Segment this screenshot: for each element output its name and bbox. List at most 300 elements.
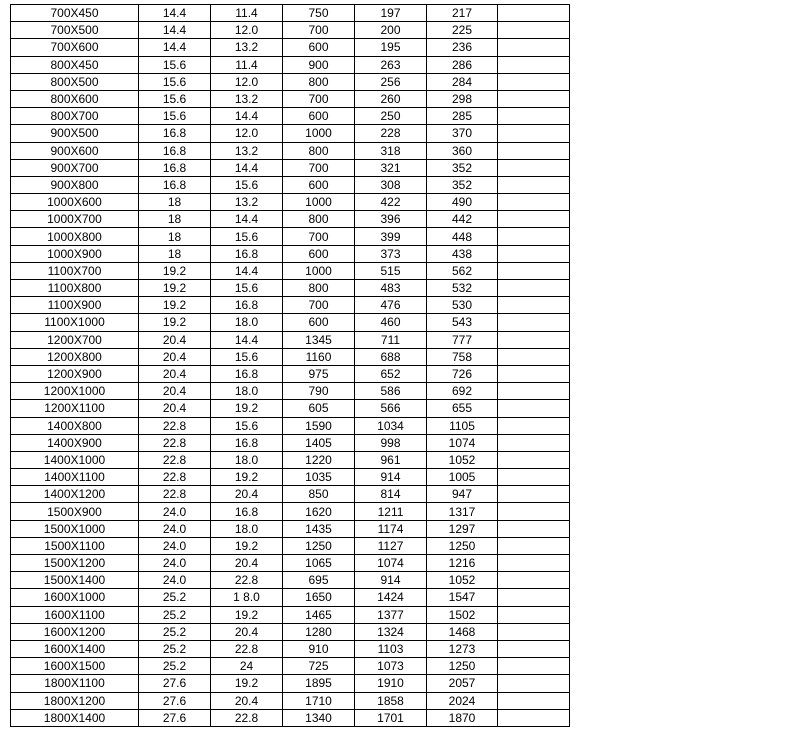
cell-col-4: 1035 [283,469,355,486]
cell-col-3: 20.4 [211,692,283,709]
cell-col-7 [498,451,570,468]
cell-col-5: 250 [355,108,427,125]
cell-col-3: 20.4 [211,486,283,503]
cell-col-6: 1273 [427,640,498,657]
cell-col-5: 914 [355,572,427,589]
table-row [11,56,570,73]
table-row [11,73,570,90]
cell-col-6: 490 [427,194,498,211]
cell-col-4: 1590 [283,417,355,434]
cell-col-6: 1052 [427,572,498,589]
cell-size: 1100X700 [11,262,139,279]
cell-col-5: 914 [355,469,427,486]
cell-col-7 [498,56,570,73]
cell-col-7 [498,692,570,709]
cell-col-4: 600 [283,245,355,262]
cell-col-3: 16.8 [211,365,283,382]
cell-col-6: 352 [427,176,498,193]
cell-col-2: 14.4 [139,22,211,39]
cell-col-4: 1620 [283,503,355,520]
cell-col-5: 1324 [355,623,427,640]
cell-col-7 [498,623,570,640]
cell-col-6: 543 [427,314,498,331]
cell-col-2: 19.2 [139,297,211,314]
cell-col-2: 25.2 [139,658,211,675]
cell-col-4: 700 [283,159,355,176]
cell-col-7 [498,108,570,125]
cell-col-3: 12.0 [211,73,283,90]
cell-col-2: 25.2 [139,589,211,606]
cell-col-2: 22.8 [139,434,211,451]
cell-col-3: 16.8 [211,503,283,520]
cell-col-6: 225 [427,22,498,39]
table-row [11,90,570,107]
cell-col-5: 1377 [355,606,427,623]
cell-col-5: 460 [355,314,427,331]
cell-col-2: 18 [139,194,211,211]
cell-col-5: 1701 [355,709,427,726]
cell-col-3: 12.0 [211,125,283,142]
cell-col-5: 515 [355,262,427,279]
cell-col-7 [498,503,570,520]
cell-col-3: 13.2 [211,39,283,56]
cell-col-6: 530 [427,297,498,314]
cell-size: 800X450 [11,56,139,73]
cell-col-3: 22.8 [211,640,283,657]
cell-size: 1200X700 [11,331,139,348]
cell-col-7 [498,383,570,400]
cell-col-4: 600 [283,176,355,193]
cell-col-4: 700 [283,90,355,107]
table-row [11,228,570,245]
cell-col-5: 195 [355,39,427,56]
cell-col-7 [498,675,570,692]
cell-col-3: 15.6 [211,176,283,193]
cell-col-4: 700 [283,228,355,245]
cell-size: 1200X1000 [11,383,139,400]
cell-col-5: 1211 [355,503,427,520]
cell-col-6: 298 [427,90,498,107]
cell-col-6: 442 [427,211,498,228]
cell-col-3: 19.2 [211,606,283,623]
cell-col-6: 1547 [427,589,498,606]
cell-col-2: 16.8 [139,159,211,176]
table-row [11,692,570,709]
cell-col-4: 605 [283,400,355,417]
cell-size: 1400X800 [11,417,139,434]
cell-col-5: 318 [355,142,427,159]
cell-col-7 [498,606,570,623]
cell-col-7 [498,417,570,434]
cell-col-2: 18 [139,245,211,262]
cell-size: 1000X800 [11,228,139,245]
cell-col-2: 20.4 [139,365,211,382]
cell-col-6: 947 [427,486,498,503]
table-row [11,537,570,554]
cell-col-2: 27.6 [139,709,211,726]
cell-col-7 [498,434,570,451]
cell-size: 1400X1200 [11,486,139,503]
cell-size: 800X700 [11,108,139,125]
cell-size: 1200X800 [11,348,139,365]
cell-col-5: 1074 [355,555,427,572]
cell-col-6: 726 [427,365,498,382]
cell-col-3: 15.6 [211,417,283,434]
cell-col-2: 22.8 [139,469,211,486]
cell-col-6: 370 [427,125,498,142]
cell-col-5: 321 [355,159,427,176]
cell-col-4: 975 [283,365,355,382]
cell-col-6: 532 [427,280,498,297]
cell-col-6: 217 [427,5,498,22]
cell-col-2: 16.8 [139,125,211,142]
cell-col-6: 1250 [427,658,498,675]
table-row [11,486,570,503]
cell-col-7 [498,262,570,279]
cell-size: 1600X1200 [11,623,139,640]
cell-col-6: 1216 [427,555,498,572]
cell-col-7 [498,537,570,554]
cell-col-2: 18 [139,228,211,245]
cell-size: 1500X1000 [11,520,139,537]
cell-col-3: 13.2 [211,194,283,211]
cell-size: 1600X1400 [11,640,139,657]
cell-col-5: 1073 [355,658,427,675]
cell-size: 900X600 [11,142,139,159]
cell-col-4: 800 [283,280,355,297]
table-row [11,280,570,297]
table-row [11,159,570,176]
spec-table-body [11,5,570,727]
cell-col-7 [498,640,570,657]
cell-col-7 [498,280,570,297]
cell-col-4: 600 [283,314,355,331]
cell-col-4: 1160 [283,348,355,365]
table-row [11,108,570,125]
cell-col-2: 25.2 [139,623,211,640]
cell-col-3: 15.6 [211,348,283,365]
table-row [11,572,570,589]
table-row [11,331,570,348]
cell-col-3: 20.4 [211,555,283,572]
cell-size: 1500X1100 [11,537,139,554]
cell-col-5: 476 [355,297,427,314]
cell-col-4: 1710 [283,692,355,709]
cell-size: 1500X1200 [11,555,139,572]
cell-col-5: 308 [355,176,427,193]
cell-col-6: 1502 [427,606,498,623]
cell-col-2: 20.4 [139,348,211,365]
cell-col-7 [498,90,570,107]
cell-col-6: 655 [427,400,498,417]
cell-col-3: 16.8 [211,245,283,262]
cell-col-6: 777 [427,331,498,348]
cell-col-3: 13.2 [211,90,283,107]
cell-size: 900X500 [11,125,139,142]
table-row [11,434,570,451]
cell-col-7 [498,486,570,503]
cell-col-7 [498,572,570,589]
cell-col-5: 566 [355,400,427,417]
cell-col-2: 14.4 [139,5,211,22]
cell-size: 1100X900 [11,297,139,314]
cell-col-4: 700 [283,22,355,39]
cell-col-5: 1858 [355,692,427,709]
cell-col-6: 285 [427,108,498,125]
cell-col-2: 24.0 [139,520,211,537]
cell-col-4: 1340 [283,709,355,726]
cell-col-7 [498,228,570,245]
table-row [11,451,570,468]
cell-col-5: 422 [355,194,427,211]
cell-col-5: 1424 [355,589,427,606]
cell-col-7 [498,555,570,572]
cell-col-4: 1465 [283,606,355,623]
cell-col-5: 998 [355,434,427,451]
cell-col-5: 1034 [355,417,427,434]
cell-col-3: 20.4 [211,623,283,640]
cell-col-5: 483 [355,280,427,297]
cell-col-4: 800 [283,211,355,228]
table-row [11,365,570,382]
cell-size: 1800X1200 [11,692,139,709]
cell-col-7 [498,142,570,159]
cell-col-4: 1405 [283,434,355,451]
cell-size: 700X500 [11,22,139,39]
table-row [11,176,570,193]
cell-col-5: 688 [355,348,427,365]
table-row [11,314,570,331]
cell-col-6: 692 [427,383,498,400]
cell-size: 800X600 [11,90,139,107]
cell-col-6: 1105 [427,417,498,434]
cell-col-3: 18.0 [211,451,283,468]
cell-col-2: 20.4 [139,400,211,417]
cell-col-2: 24.0 [139,555,211,572]
cell-size: 1800X1400 [11,709,139,726]
cell-col-4: 725 [283,658,355,675]
table-row [11,589,570,606]
cell-col-2: 24.0 [139,572,211,589]
cell-size: 1500X1400 [11,572,139,589]
cell-col-3: 18.0 [211,383,283,400]
cell-size: 1400X1100 [11,469,139,486]
cell-col-3: 19.2 [211,469,283,486]
cell-col-6: 1250 [427,537,498,554]
cell-col-4: 850 [283,486,355,503]
cell-col-5: 399 [355,228,427,245]
cell-col-3: 12.0 [211,22,283,39]
cell-col-4: 1895 [283,675,355,692]
cell-size: 1800X1100 [11,675,139,692]
cell-col-6: 438 [427,245,498,262]
cell-col-4: 1065 [283,555,355,572]
cell-col-4: 1280 [283,623,355,640]
table-row [11,194,570,211]
cell-size: 1600X1100 [11,606,139,623]
cell-col-2: 18 [139,211,211,228]
cell-col-6: 352 [427,159,498,176]
cell-col-2: 27.6 [139,675,211,692]
cell-col-5: 711 [355,331,427,348]
cell-size: 900X800 [11,176,139,193]
cell-col-7 [498,5,570,22]
cell-col-7 [498,211,570,228]
cell-col-2: 15.6 [139,108,211,125]
table-row [11,383,570,400]
table-row [11,22,570,39]
cell-col-3: 14.4 [211,262,283,279]
table-row [11,125,570,142]
cell-col-5: 652 [355,365,427,382]
cell-col-5: 373 [355,245,427,262]
cell-col-3: 19.2 [211,400,283,417]
cell-size: 1200X1100 [11,400,139,417]
table-row [11,297,570,314]
cell-col-6: 284 [427,73,498,90]
cell-size: 1000X900 [11,245,139,262]
cell-col-6: 360 [427,142,498,159]
cell-col-5: 396 [355,211,427,228]
cell-col-4: 600 [283,108,355,125]
cell-col-4: 695 [283,572,355,589]
spec-sheet [10,4,570,727]
cell-size: 1100X800 [11,280,139,297]
table-row [11,469,570,486]
table-row [11,39,570,56]
cell-size: 1000X600 [11,194,139,211]
cell-col-3: 14.4 [211,211,283,228]
cell-col-2: 24.0 [139,503,211,520]
cell-col-2: 22.8 [139,451,211,468]
cell-col-5: 256 [355,73,427,90]
cell-col-3: 13.2 [211,142,283,159]
table-row [11,555,570,572]
cell-col-2: 20.4 [139,331,211,348]
cell-size: 1400X900 [11,434,139,451]
cell-col-3: 22.8 [211,709,283,726]
table-row [11,5,570,22]
cell-col-4: 910 [283,640,355,657]
cell-size: 1500X900 [11,503,139,520]
table-row [11,245,570,262]
cell-col-2: 15.6 [139,90,211,107]
cell-col-5: 228 [355,125,427,142]
cell-col-2: 20.4 [139,383,211,400]
cell-col-7 [498,125,570,142]
cell-col-6: 2024 [427,692,498,709]
cell-col-2: 16.8 [139,142,211,159]
cell-col-4: 1435 [283,520,355,537]
cell-col-3: 19.2 [211,675,283,692]
cell-col-6: 1468 [427,623,498,640]
cell-col-4: 750 [283,5,355,22]
cell-col-7 [498,176,570,193]
spec-table [10,4,570,727]
cell-col-3: 16.8 [211,297,283,314]
cell-size: 900X700 [11,159,139,176]
cell-col-5: 1174 [355,520,427,537]
cell-col-7 [498,297,570,314]
cell-col-2: 19.2 [139,314,211,331]
cell-col-6: 1297 [427,520,498,537]
cell-col-3: 16.8 [211,434,283,451]
table-row [11,640,570,657]
table-row [11,142,570,159]
cell-col-3: 11.4 [211,56,283,73]
cell-col-2: 15.6 [139,56,211,73]
cell-size: 1100X1000 [11,314,139,331]
cell-col-3: 15.6 [211,228,283,245]
table-row [11,623,570,640]
cell-col-3: 14.4 [211,108,283,125]
cell-col-5: 814 [355,486,427,503]
cell-size: 1600X1000 [11,589,139,606]
cell-col-5: 1910 [355,675,427,692]
cell-col-7 [498,469,570,486]
cell-col-5: 197 [355,5,427,22]
cell-col-2: 14.4 [139,39,211,56]
cell-col-6: 2057 [427,675,498,692]
cell-col-2: 22.8 [139,486,211,503]
cell-col-6: 758 [427,348,498,365]
cell-col-6: 562 [427,262,498,279]
cell-size: 1600X1500 [11,658,139,675]
cell-col-6: 1074 [427,434,498,451]
cell-col-4: 1220 [283,451,355,468]
cell-col-7 [498,709,570,726]
cell-size: 800X500 [11,73,139,90]
cell-col-2: 25.2 [139,640,211,657]
cell-col-2: 15.6 [139,73,211,90]
cell-col-4: 600 [283,39,355,56]
cell-size: 1200X900 [11,365,139,382]
cell-size: 1000X700 [11,211,139,228]
cell-col-4: 700 [283,297,355,314]
cell-col-5: 260 [355,90,427,107]
cell-size: 1400X1000 [11,451,139,468]
cell-col-3: 11.4 [211,5,283,22]
cell-col-6: 1870 [427,709,498,726]
cell-col-7 [498,22,570,39]
cell-col-6: 236 [427,39,498,56]
cell-col-3: 15.6 [211,280,283,297]
cell-col-3: 1 8.0 [211,589,283,606]
cell-col-4: 800 [283,73,355,90]
cell-col-5: 1103 [355,640,427,657]
cell-col-5: 1127 [355,537,427,554]
table-row [11,417,570,434]
cell-col-7 [498,520,570,537]
cell-col-7 [498,159,570,176]
cell-col-5: 200 [355,22,427,39]
cell-col-3: 18.0 [211,314,283,331]
cell-col-5: 263 [355,56,427,73]
cell-col-5: 586 [355,383,427,400]
cell-col-4: 1000 [283,194,355,211]
cell-col-6: 1317 [427,503,498,520]
cell-col-4: 1000 [283,125,355,142]
table-row [11,709,570,726]
table-row [11,503,570,520]
cell-col-7 [498,73,570,90]
cell-col-2: 19.2 [139,262,211,279]
table-row [11,658,570,675]
cell-col-4: 790 [283,383,355,400]
cell-col-3: 22.8 [211,572,283,589]
cell-col-7 [498,400,570,417]
cell-col-2: 22.8 [139,417,211,434]
